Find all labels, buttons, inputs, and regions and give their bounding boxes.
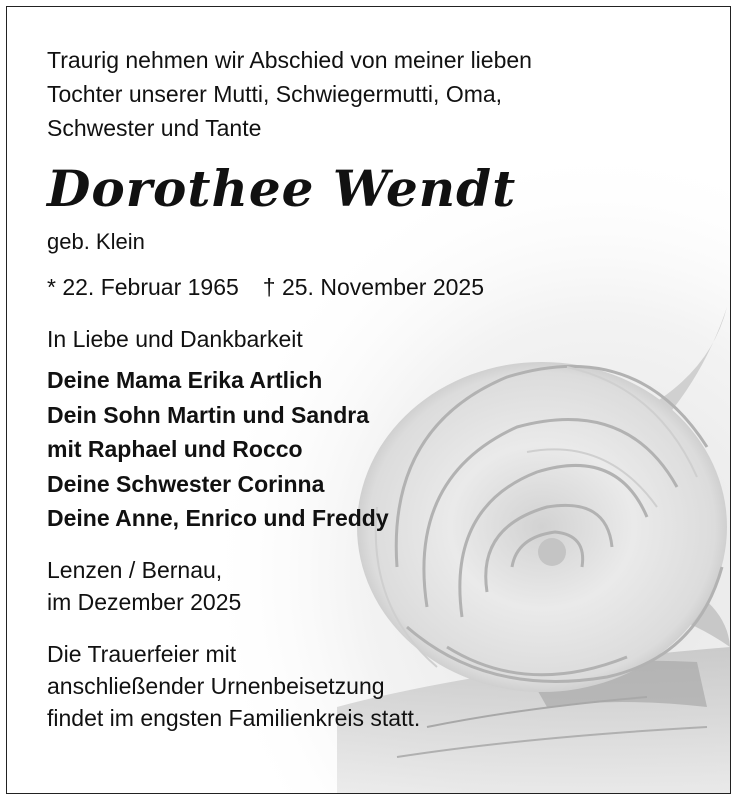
intro-line: Tochter unserer Mutti, Schwiegermutti, Oma, <box>47 81 503 107</box>
mourner-line: Deine Schwester Corinna <box>47 470 325 497</box>
intro-line: Traurig nehmen wir Abschied von meiner lieben <box>47 47 532 73</box>
notice-content <box>47 43 707 734</box>
dedication-line: In Liebe und Dankbarkeit <box>47 326 303 352</box>
ceremony-line: anschließender Urnenbeisetzung <box>47 672 385 699</box>
mourner-line: Dein Sohn Martin und Sandra <box>47 401 370 428</box>
mourner-line: mit Raphael und Rocco <box>47 436 303 462</box>
place-and-date <box>47 554 707 618</box>
life-dates <box>47 271 707 303</box>
obituary-notice <box>6 6 731 794</box>
deceased-name: Dorothee Wendt <box>47 159 517 218</box>
death-date: † 25. November 2025 <box>262 274 484 300</box>
place-line: im Dezember 2025 <box>47 588 242 615</box>
ceremony-line: Die Trauerfeier mit <box>47 640 237 667</box>
place-line: Lenzen / Bernau, <box>47 556 223 583</box>
intro-text <box>47 43 707 145</box>
ceremony-info <box>47 638 707 734</box>
mourner-line: Deine Anne, Enrico und Freddy <box>47 505 389 531</box>
mourner-line: Deine Mama Erika Artlich <box>47 367 323 393</box>
ceremony-line: findet im engsten Familienkreis statt. <box>47 704 421 731</box>
mourners-list <box>47 363 707 536</box>
intro-line: Schwester und Tante <box>47 115 262 141</box>
birth-date: * 22. Februar 1965 <box>47 274 239 300</box>
birth-name: geb. Klein <box>47 229 145 254</box>
